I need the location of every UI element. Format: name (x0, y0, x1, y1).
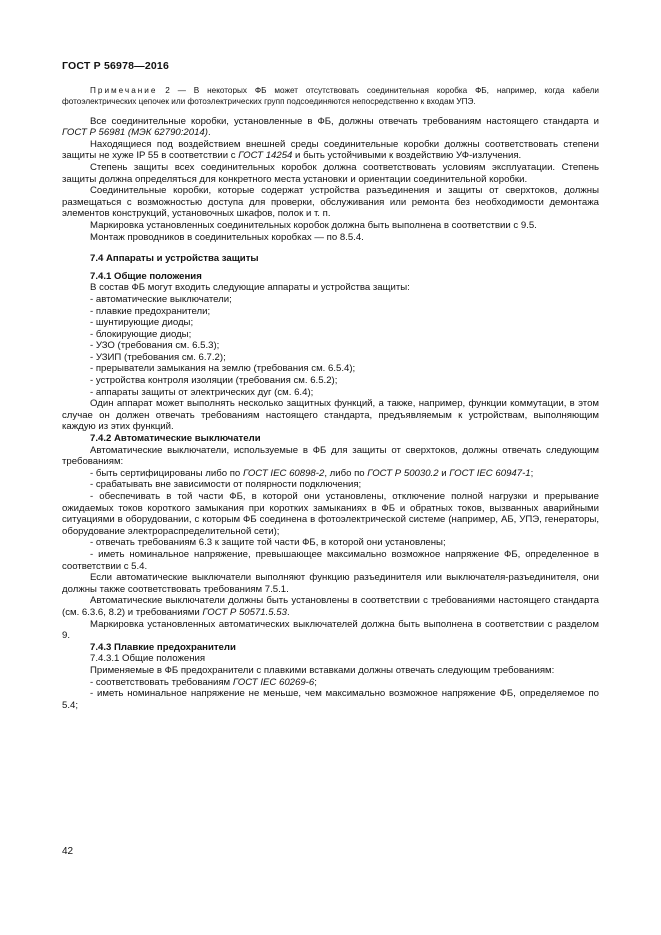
reference-gost: ГОСТ Р 50030.2 (367, 467, 439, 479)
reference-gost: ГОСТ Р 56981 (МЭК 62790:2014) (62, 127, 208, 139)
list-item: - шунтирующие диоды; (90, 317, 194, 329)
paragraph-access: Соединительные коробки, которые содержат устройства разъединения и защиты от сверхтоков, должны размещаться с возможностью доступа для проверки, обслуживания или ремонта без необходимости демонтажа элементов конструкций, установочных шкафов, полок и т. п. (62, 185, 599, 220)
list-item: - обеспечивать в той части ФБ, в которой они установлены, отключение полной нагрузки и прерывание ожидаемых токов короткого замыкания при коротких замыканиях в ФБ и обратных токов, вызванных аварийными ситуациями в оборудовании, с которым ФБ соединена в фотоэлектрической системе (например, АБ, УПЭ, генераторы, оборудование электрораспределительной сети); (62, 491, 599, 537)
subsection-heading-7-4-3-1: 7.4.3.1 Общие положения (90, 653, 206, 665)
note-label: Примечание (90, 86, 158, 95)
list-item: - соответствовать требованиям ГОСТ IEC 60269-6; (90, 676, 317, 688)
list-item: - иметь номинальное напряжение не меньше, чем максимально возможное напряжение ФБ, определяемое по 5.4; (62, 688, 599, 711)
section-heading-7-4: 7.4 Аппараты и устройства защиты (90, 253, 259, 265)
list-item: - УЗО (требования см. 6.5.3); (90, 340, 220, 352)
list-item: - автоматические выключатели; (90, 293, 232, 305)
paragraph-743-intro: Применяемые в ФБ предохранители с плавкими вставками должны отвечать следующим требованиям: (90, 664, 555, 676)
section-heading-7-4-2: 7.4.2 Автоматические выключатели (90, 433, 261, 445)
list-item: - УЗИП (требования см. 6.7.2); (90, 351, 226, 363)
paragraph-mounting: Монтаж проводников в соединительных коробках — по 8.5.4. (90, 231, 364, 243)
paragraph-742-disconnector: Если автоматические выключатели выполняют функцию разъединителя или выключателя-разъединителя, они должны также соответствовать требованиям 7.5.1. (62, 572, 599, 595)
list-item: - иметь номинальное напряжение, превышающее максимально возможное напряжение ФБ, определенное в соответствии с 5.4. (62, 548, 599, 572)
list-item: - срабатывать вне зависимости от полярности подключения; (90, 479, 362, 491)
list-item: - отвечать требованиям 6.3 к защите той части ФБ, в которой они установлены; (90, 537, 446, 549)
section-heading-7-4-3: 7.4.3 Плавкие предохранители (90, 641, 236, 653)
page-number: 42 (62, 846, 74, 857)
paragraph-742-intro: Автоматические выключатели, используемые в ФБ для защиты от сверхтоков, должны отвечать следующим требованиям: (62, 444, 599, 468)
list-item: - плавкие предохранители; (90, 305, 211, 317)
list-item: - устройства контроля изоляции (требования см. 6.5.2); (90, 375, 338, 387)
reference-gost: ГОСТ 14254 (238, 150, 293, 162)
paragraph-742-marking: Маркировка установленных автоматических выключателей должна быть выполнена в соответствии с разделом 9. (62, 618, 599, 642)
reference-gost: ГОСТ IEC 60269-6 (232, 676, 315, 688)
paragraph-742-installation: Автоматические выключатели должны быть установлены в соответствии с требованиями настоящего стандарта (см. 6.3.6, 8.2) и требованиями ГОСТ Р 50571.5.53. (62, 595, 599, 618)
list-item: - прерыватели замыкания на землю (требования см. 6.5.4); (90, 363, 356, 375)
reference-gost: ГОСТ IEC 60947-1 (449, 467, 531, 479)
paragraph-741-after: Один аппарат может выполнять несколько защитных функций, а также, например, функции коммутации, в этом случае он должен отвечать требованиям настоящего стандарта, предъявляемым к устройствам, выполняющим каждую из этих функций. (62, 398, 599, 433)
standard-header: ГОСТ Р 56978—2016 (62, 60, 170, 72)
list-item: - быть сертифицированы либо по ГОСТ IEC 60898-2, либо по ГОСТ Р 50030.2 и ГОСТ IEC 60947-1; (90, 467, 534, 479)
note-2 (62, 86, 599, 108)
paragraph-junction-boxes: Все соединительные коробки, установленные в ФБ, должны отвечать требованиям настоящего стандарта и ГОСТ Р 56981 (МЭК 62790:2014). (62, 115, 599, 139)
note-text: 2 — В некоторых ФБ может отсутствовать соединительная коробка ФБ, например, когда кабели фотоэлектрических цепочек или фотоэлектрических групп подсоединяются непосредственно к входам УПЭ. (62, 86, 599, 106)
paragraph-ip-protection: Находящиеся под воздействием внешней среды соединительные коробки должны соответствовать степени защиты не хуже IP 55 в соответствии с ГОСТ 14254 и быть устойчивыми к воздействию УФ-излучения. (62, 138, 599, 162)
section-heading-7-4-1: 7.4.1 Общие положения (90, 270, 202, 282)
reference-gost: ГОСТ IEC 60898-2 (242, 467, 325, 479)
reference-gost: ГОСТ Р 50571.5.53 (202, 606, 287, 618)
protection-devices-list (62, 294, 599, 398)
paragraph-marking: Маркировка установленных соединительных коробок должна быть выполнена в соответствии с 9.5. (90, 219, 537, 231)
paragraph-741-intro: В состав ФБ могут входить следующие аппараты и устройства защиты: (90, 282, 410, 294)
page-body (62, 86, 599, 711)
list-item: - аппараты защиты от электрических дуг (см. 6.4); (90, 386, 314, 398)
list-item: - блокирующие диоды; (90, 328, 192, 340)
paragraph-protection-degree: Степень защиты всех соединительных коробок должна соответствовать условиям эксплуатации. Степень защиты должна определяться для конкретного места установки и ориентации соединительной коробки. (62, 161, 599, 185)
